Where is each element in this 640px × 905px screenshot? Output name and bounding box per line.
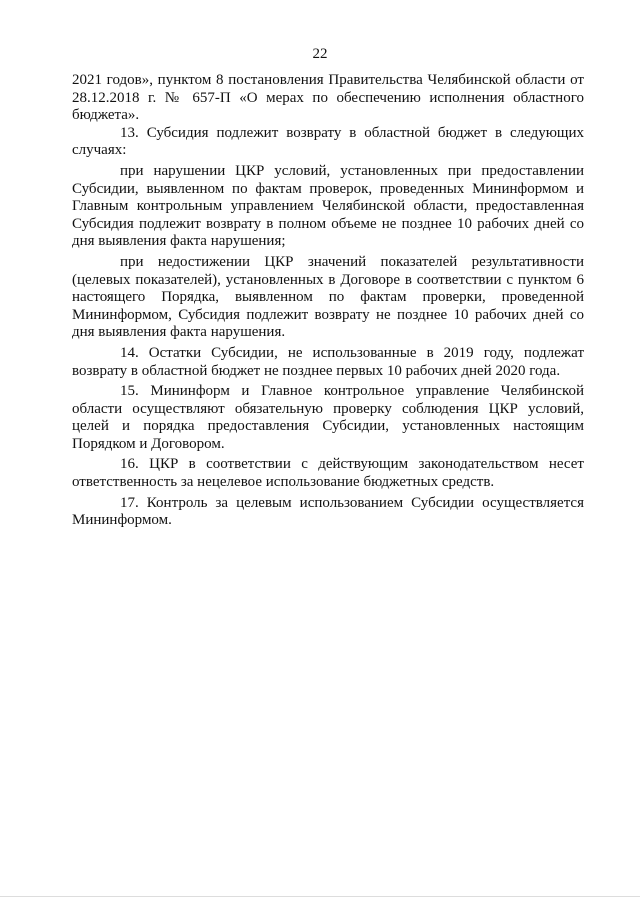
page-number: 22 xyxy=(312,46,328,62)
paragraph-16: 16. ЦКР в соответствии с действующим законодательством несет ответственность за нецелевое использование бюджетных средств. xyxy=(72,456,584,491)
page-bottom-edge xyxy=(0,896,640,897)
paragraph-13: 13. Субсидия подлежит возврату в областной бюджет в следующих случаях: xyxy=(72,124,584,159)
paragraph-13-case-1: при нарушении ЦКР условий, установленных при предоставлении Субсидии, выявленном по фактам проверок, проведенных Мининформом и Главным контрольным управлением Челябинской области, предоставленная Субсидия подлежит возврату в полном объеме не позднее 10 рабочих дней со дня выявления факта нарушения; xyxy=(72,162,584,250)
paragraph-13-case-2: при недостижении ЦКР значений показателей результативности (целевых показателей), установленных в Договоре в соответствии с пунктом 6 настоящего Порядка, выявленном по фактам проверки, проведенной Мининформом, Субсидия подлежит возврату не позднее 10 рабочих дней со дня выявления факта нарушения. xyxy=(72,253,584,341)
document-body xyxy=(72,72,584,530)
paragraph-14: 14. Остатки Субсидии, не использованные в 2019 году, подлежат возврату в областной бюджет не позднее первых 10 рабочих дней 2020 года. xyxy=(72,344,584,379)
paragraph-continuation: 2021 годов», пунктом 8 постановления Правительства Челябинской области от 28.12.2018 г. № 657-П «О мерах по обеспечению исполнения областного бюджета». xyxy=(72,72,584,124)
paragraph-15: 15. Мининформ и Главное контрольное управление Челябинской области осуществляют обязательную проверку соблюдения ЦКР условий, целей и порядка предоставления Субсидии, установленных настоящим Порядком и Договором. xyxy=(72,383,584,452)
paragraph-17: 17. Контроль за целевым использованием Субсидии осуществляется Мининформом. xyxy=(72,494,584,529)
